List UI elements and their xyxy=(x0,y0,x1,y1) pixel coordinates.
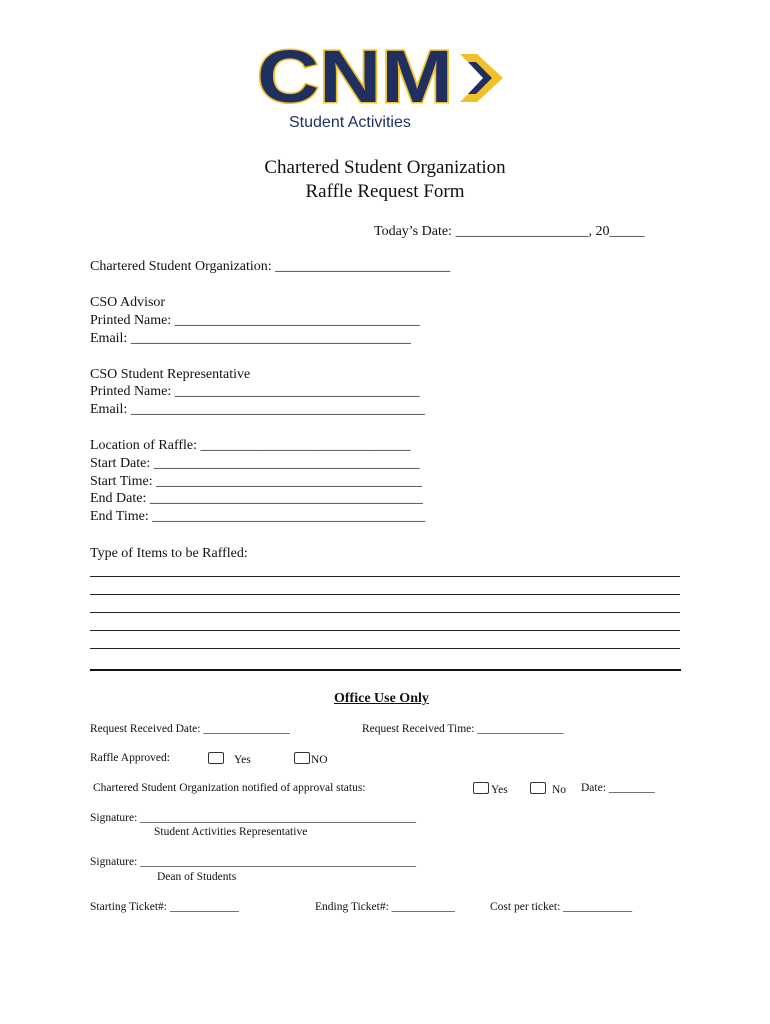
notified-no-checkbox[interactable] xyxy=(530,782,546,794)
notified-no-label: No xyxy=(552,784,567,796)
signature-1-title: Student Activities Representative xyxy=(154,826,308,838)
notified-no-option[interactable] xyxy=(530,782,566,796)
approved-no-label: NO xyxy=(311,754,328,766)
raffle-end-time-field[interactable]: End Time: _______________________________________ xyxy=(90,509,426,524)
notified-yes-label: Yes xyxy=(491,784,508,796)
items-line-1[interactable] xyxy=(90,576,680,577)
items-line-4[interactable] xyxy=(90,630,680,631)
cost-per-ticket-field[interactable]: Cost per ticket: ____________ xyxy=(490,901,633,913)
office-use-heading: Office Use Only xyxy=(334,691,429,706)
approved-yes-option[interactable] xyxy=(208,752,251,766)
advisor-printed-name-field[interactable]: Printed Name: ___________________________________ xyxy=(90,313,420,328)
logo-wordmark: CNM xyxy=(257,40,453,110)
approved-no-option[interactable] xyxy=(294,752,328,766)
signature-2-field[interactable]: Signature: ________________________________________________ xyxy=(90,856,417,868)
request-received-date-field[interactable]: Request Received Date: _______________ xyxy=(90,723,290,735)
items-label: Type of Items to be Raffled: xyxy=(90,546,248,561)
advisor-heading: CSO Advisor xyxy=(90,295,166,310)
form-title-line1: Chartered Student Organization xyxy=(264,157,506,178)
cnm-logo-graphic xyxy=(255,40,515,110)
cnm-logo xyxy=(255,40,515,135)
raffle-start-date-field[interactable]: Start Date: ______________________________________ xyxy=(90,456,420,471)
notified-yes-option[interactable] xyxy=(473,782,508,796)
form-title-line2: Raffle Request Form xyxy=(305,181,465,202)
request-received-time-field[interactable]: Request Received Time: _______________ xyxy=(362,723,564,735)
items-line-2[interactable] xyxy=(90,594,680,595)
approved-yes-label: Yes xyxy=(234,754,251,766)
advisor-email-field[interactable]: Email: ________________________________________ xyxy=(90,331,411,346)
raffle-location-field[interactable]: Location of Raffle: ______________________________ xyxy=(90,438,411,453)
ending-ticket-field[interactable]: Ending Ticket#: ___________ xyxy=(315,901,455,913)
raffle-approved-label: Raffle Approved: xyxy=(90,752,170,764)
student-rep-heading: CSO Student Representative xyxy=(90,367,251,382)
approved-yes-checkbox[interactable] xyxy=(208,752,224,764)
starting-ticket-field[interactable]: Starting Ticket#: ____________ xyxy=(90,901,239,913)
raffle-start-time-field[interactable]: Start Time: ______________________________________ xyxy=(90,474,423,489)
cso-name-field[interactable]: Chartered Student Organization: _________________________ xyxy=(90,259,451,274)
logo-subtitle: Student Activities xyxy=(289,114,411,131)
logo-chevron-icon xyxy=(460,54,503,102)
todays-date[interactable]: Today’s Date: ___________________, 20_____ xyxy=(374,224,645,239)
section-divider xyxy=(90,669,681,671)
student-rep-email-field[interactable]: Email: __________________________________________ xyxy=(90,402,425,417)
approved-no-checkbox[interactable] xyxy=(294,752,310,764)
notified-yes-checkbox[interactable] xyxy=(473,782,489,794)
items-line-5[interactable] xyxy=(90,648,680,649)
items-line-3[interactable] xyxy=(90,612,680,613)
signature-1-field[interactable]: Signature: ________________________________________________ xyxy=(90,812,417,824)
notified-date-field[interactable]: Date: ________ xyxy=(581,782,655,794)
student-rep-printed-name-field[interactable]: Printed Name: ___________________________________ xyxy=(90,384,420,399)
raffle-end-date-field[interactable]: End Date: _______________________________________ xyxy=(90,491,423,506)
signature-2-title: Dean of Students xyxy=(157,871,237,883)
notified-label: Chartered Student Organization notified of approval status: xyxy=(93,782,366,794)
